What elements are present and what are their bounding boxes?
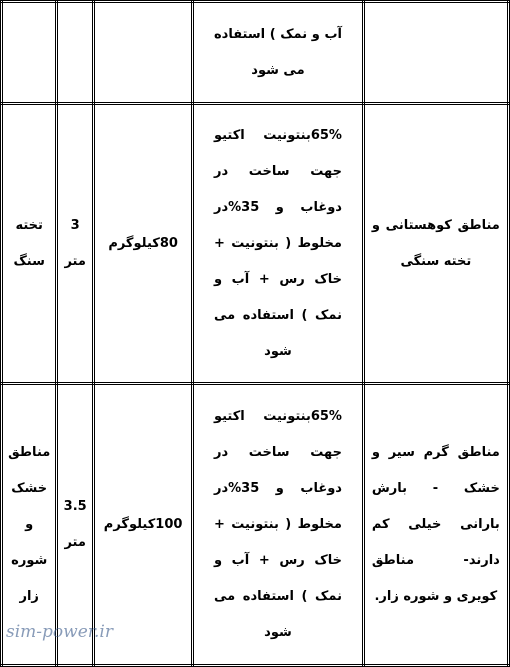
weight-text: 80کیلوگرم	[108, 235, 178, 251]
table-row	[2, 2, 509, 104]
region-cell	[363, 2, 508, 104]
depth-text: 3.5 متر	[63, 498, 87, 550]
weight-cell	[93, 104, 192, 384]
region-cell	[363, 104, 508, 384]
mix-cell	[193, 384, 363, 666]
type-text: مناطق خشک و شوره زار	[8, 444, 51, 604]
depth-cell	[57, 104, 94, 384]
watermark: sim-power.ir	[6, 622, 113, 642]
table-row	[2, 104, 509, 384]
type-cell	[2, 2, 57, 104]
type-text: تخته سنگ	[13, 217, 45, 269]
weight-text: 100کیلوگرم	[103, 516, 183, 532]
mix-text: آب و نمک ) استفاده می شود	[213, 26, 342, 78]
region-text: مناطق کوهستانی و تخته سنگی	[371, 217, 500, 269]
depth-text: 3 متر	[64, 217, 86, 269]
mix-text: 65%بنتونیت اکتیو جهت ساخت در دوغاب و 35%در مخلوط ( بنتونیت + خاک رس + آب و نمک ) استفاده می شود	[213, 127, 342, 359]
mix-cell	[193, 104, 363, 384]
depth-cell	[57, 2, 94, 104]
type-cell	[2, 104, 57, 384]
region-cell	[363, 384, 508, 666]
weight-cell	[93, 2, 192, 104]
mix-cell	[193, 2, 363, 104]
region-text: مناطق گرم سیر و خشک - بارش بارانی خیلی کم دارند- مناطق کویری و شوره زار.	[371, 444, 500, 604]
mix-text: 65%بنتونیت اکتیو جهت ساخت در دوغاب و 35%در مخلوط ( بنتونیت + خاک رس + آب و نمک ) استفاده می شود	[213, 408, 342, 640]
